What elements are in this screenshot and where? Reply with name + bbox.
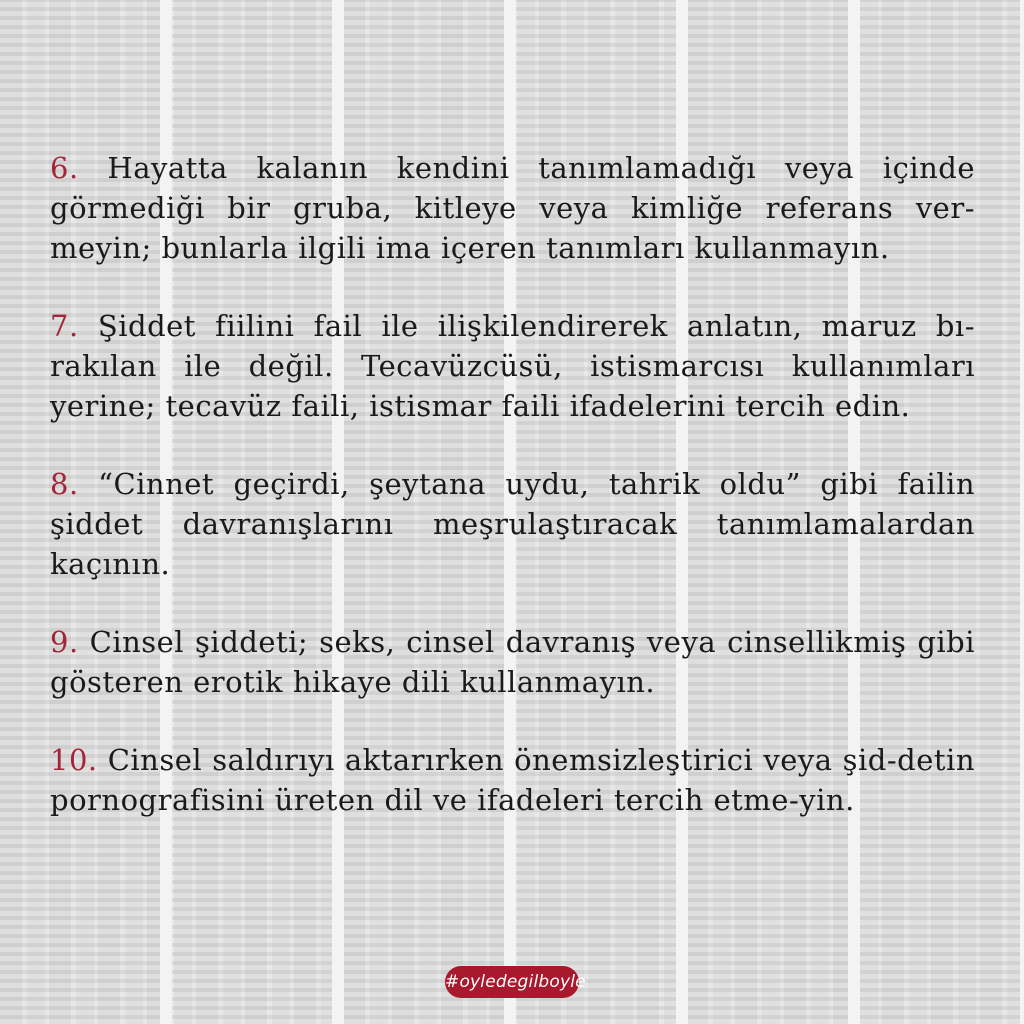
list-item xyxy=(50,464,975,584)
item-number: 6. xyxy=(50,151,79,185)
hashtag-badge[interactable]: #oyledegilboyle xyxy=(445,966,579,998)
list-item xyxy=(50,306,975,426)
item-text: “Cinnet geçirdi, şeytana uydu, tahrik oldu” gibi failin şiddet davranışlarını meşrulaştıracak tanımlamalardan kaçının. xyxy=(50,467,976,581)
item-text: Hayatta kalanın kendini tanımlamadığı veya içinde görmediği bir gruba, kitleye veya kimliğe referans ver-meyin; bunlarla ilgili ima içeren tanımları kullanmayın. xyxy=(50,151,975,265)
list-item xyxy=(50,622,975,702)
item-number: 9. xyxy=(50,625,79,659)
list-item xyxy=(50,740,975,820)
item-number: 7. xyxy=(50,309,79,343)
item-number: 8. xyxy=(50,467,79,501)
guidelines-list xyxy=(50,148,975,858)
item-text: Şiddet fiilini fail ile ilişkilendirerek anlatın, maruz bı-rakılan ile değil. Tecavüzcüsü, istismarcısı kullanımları yerine; tecavüz faili, istismar faili ifadelerini tercih edin. xyxy=(50,309,975,423)
item-text: Cinsel şiddeti; seks, cinsel davranış veya cinsellikmiş gibi gösteren erotik hikaye dili kullanmayın. xyxy=(50,625,976,699)
item-text: Cinsel saldırıyı aktarırken önemsizleştirici veya şid-detin pornografisini üreten dil ve ifadeleri tercih etme-yin. xyxy=(50,743,976,817)
item-number: 10. xyxy=(50,743,98,777)
list-item xyxy=(50,148,975,268)
